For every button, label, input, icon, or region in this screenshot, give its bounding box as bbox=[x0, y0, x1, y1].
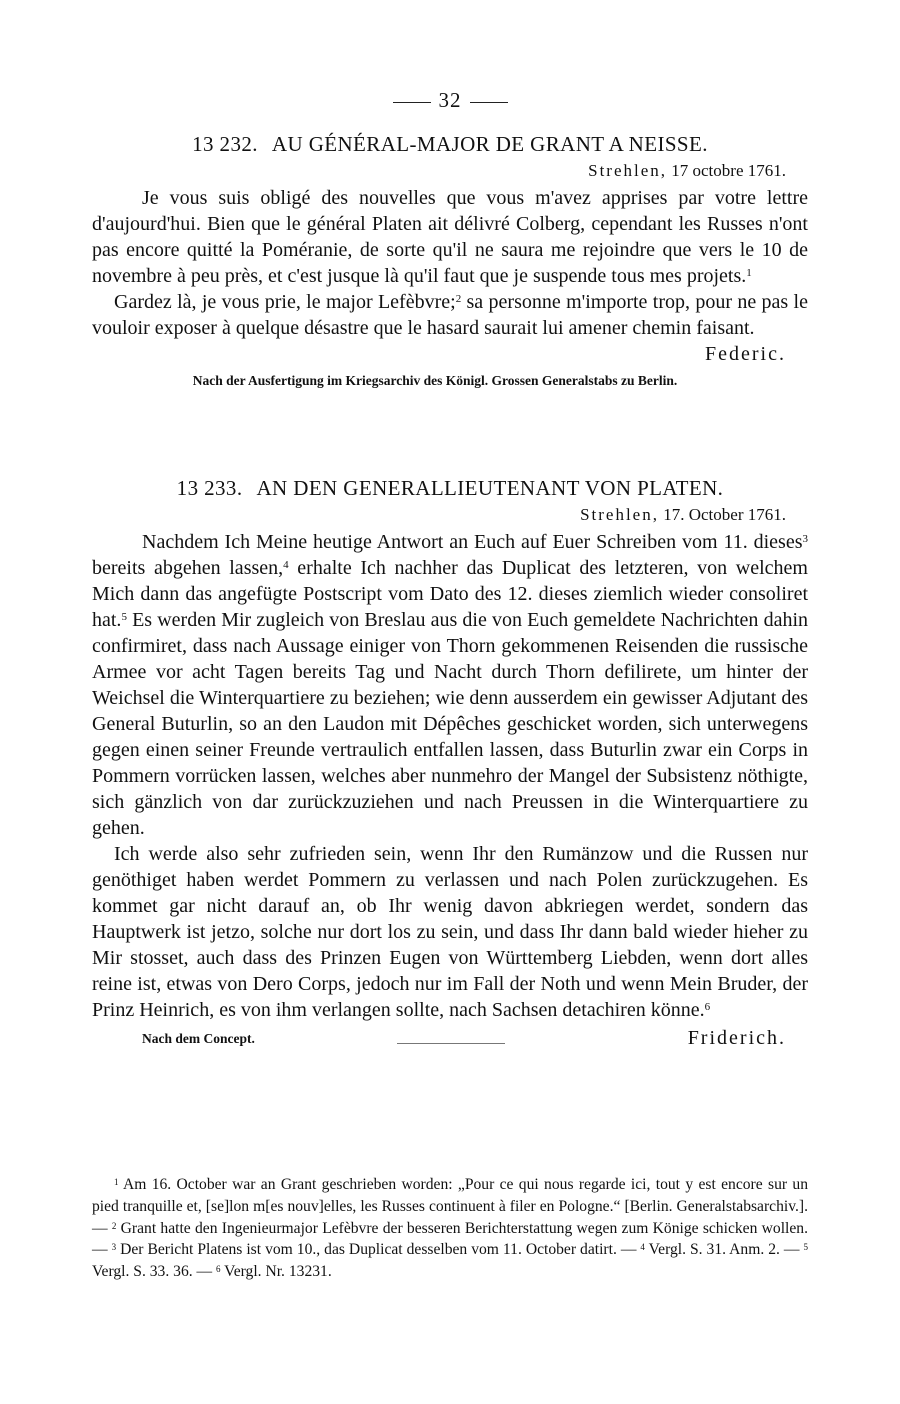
page-number-value: 32 bbox=[438, 88, 462, 112]
footnote-number: 6 bbox=[216, 1264, 221, 1275]
footnote-text: Am 16. October war an Grant geschrieben worden: „Pour ce qui nous regarde ici, tout y est encore sur un pied tranquille et, [se]lon m[es nouv]elles, les Russes continuent à filer en Pologne.“ [Berlin. Generalstabsarchiv.]. — bbox=[92, 1176, 808, 1237]
footnotes bbox=[92, 1174, 808, 1283]
paragraph-text: bereits abgehen lassen, bbox=[92, 557, 284, 579]
letter-paragraph bbox=[92, 185, 808, 289]
page-number bbox=[0, 88, 900, 113]
paragraph-text: Ich werde also sehr zufrieden sein, wenn Ihr den Rumänzow und die Russen nur genöthiget haben werdet Pommern zu verlassen und nach Polen zurückzugehen. Es kommet gar nicht darauf an, ob Ihr wenig davon abkriegen werdet, sondern das Hauptwerk ist jetzo, solche nur dort los zu sein, und dass Ihr dann bald wieder hieher zu Mir stosset, auch dass des Prinzen Eugen von Württemberg Liebden, wenn dort alles reine ist, etwas von Dero Corps, jedoch nur im Fall der Noth und wenn Mein Bruder, der Prinz Heinrich, es von ihm verlangen sollte, nach Sachsen detachiren könne. bbox=[92, 843, 808, 1021]
letter-date: 17. October 1761. bbox=[663, 505, 786, 524]
letter-paragraph bbox=[92, 841, 808, 1023]
footnote-ref: 1 bbox=[746, 267, 752, 279]
paragraph-text: Je vous suis obligé des nouvelles que vous m'avez apprises par votre lettre d'aujourd'hui. Bien que le général Platen ait délivré Colberg, cependant les Russes n'ont pas encore quitté la Poméranie, de sorte qu'il ne saura me rejoindre que vers le 10 de novembre à peu près, et c'est jusque là qu'il faut que je suspende tous mes projets. bbox=[92, 187, 808, 287]
letter-place-date bbox=[92, 505, 808, 525]
footnote-ref: 2 bbox=[455, 293, 462, 305]
source-note: Nach der Ausfertigung im Kriegsarchiv des Königl. Grossen Generalstabs zu Berlin. bbox=[192, 373, 678, 388]
footnote-rule bbox=[397, 1043, 505, 1044]
footnote-text: Vergl. Nr. 13231. bbox=[220, 1263, 332, 1281]
footnote-ref: 6 bbox=[704, 1001, 711, 1013]
footnote-text: Vergl. S. 33. 36. — bbox=[92, 1263, 217, 1281]
footnote-ref: 4 bbox=[283, 559, 289, 571]
letter-paragraph bbox=[92, 529, 808, 841]
letter-heading bbox=[92, 132, 808, 157]
letter-number: 13 232. bbox=[192, 132, 258, 156]
paragraph-text: Es werden Mir zugleich von Breslau aus die von Euch gemeldete Nachrichten dahin confirmiret, dass nach Aussage einiger von Thorn gekommenen Reisenden die russische Armee vor acht Tagen bereits Tag und Nacht durch Thorn defilirete, um hinter der Weichsel die Winterquartiere zu beziehen; wie denn ausserdem ein gewisser Adjutant des General Buturlin, so an den Laudon mit Dépêches geschicket worden, sich unterwegens gegen einen seiner Freunde vertraulich entfallen lassen, dass Buturlin zwar ein Corps in Pommern vorrücken lassen, welches aber nunmehro der Mangel der Subsistenz nöthigte, sich gänzlich von dar zurückzuziehen und nach Preussen in die Winterquartiere zu gehen. bbox=[92, 609, 808, 839]
letter-heading bbox=[92, 476, 808, 501]
footnote-block bbox=[92, 1174, 808, 1283]
page-number-dash-left bbox=[393, 102, 431, 103]
paragraph-text: erhalte Ich nachher das Duplicat des letzteren, von welchem Mich dann das angefügte Postscript vom Dato des 12. dieses ziemlich wieder consoliret hat. bbox=[92, 557, 808, 631]
signature: Friderich. bbox=[687, 1027, 786, 1049]
letter-title: AN DEN GENERALLIEUTENANT VON PLATEN. bbox=[256, 476, 724, 500]
paragraph-text: Nachdem Ich Meine heutige Antwort an Euch auf Euer Schreiben vom 11. dieses bbox=[142, 531, 803, 553]
letter-place: Strehlen, bbox=[588, 161, 668, 180]
letter-closing bbox=[92, 341, 808, 367]
source-note: Nach dem Concept. bbox=[142, 1031, 255, 1046]
footnote-number: 3 bbox=[111, 1242, 117, 1253]
footnote-ref: 5 bbox=[121, 611, 127, 623]
footnote-text: Der Bericht Platens ist vom 10., das Duplicat desselben vom 11. October datirt. — bbox=[116, 1241, 641, 1259]
paragraph-text: Gardez là, je vous prie, le major Lefèbvre; bbox=[114, 291, 456, 313]
footnote-number: 1 bbox=[114, 1177, 119, 1187]
footnote-ref: 3 bbox=[802, 533, 808, 545]
footnote-number: 2 bbox=[111, 1220, 117, 1231]
letter-closing bbox=[92, 1023, 808, 1059]
footnote-text: Vergl. S. 31. Anm. 2. — bbox=[644, 1241, 804, 1259]
footnote-text: Grant hatte den Ingenieurmajor Lefèbvre der besseren Berichterstattung wegen zum Könige schicken wollen. — bbox=[92, 1219, 808, 1259]
footnote-number: 4 bbox=[640, 1242, 645, 1253]
letter-place-date bbox=[92, 161, 808, 181]
letter-place: Strehlen, bbox=[580, 505, 659, 524]
letter-title: AU GÉNÉRAL-MAJOR DE GRANT A NEISSE. bbox=[271, 132, 708, 156]
letter-13232 bbox=[92, 132, 808, 389]
page-number-dash-right bbox=[470, 102, 508, 103]
letter-number: 13 233. bbox=[176, 476, 243, 500]
signature: Federic. bbox=[705, 343, 786, 365]
footnote-number: 5 bbox=[803, 1242, 808, 1253]
letter-paragraph bbox=[92, 289, 808, 341]
letter-13233 bbox=[92, 476, 808, 1059]
letter-date: 17 octobre 1761. bbox=[671, 161, 786, 180]
paragraph-text: sa personne m'importe trop, pour ne pas le vouloir exposer à quelque désastre que le hasard saurait lui amener chemin faisant. bbox=[92, 291, 808, 339]
